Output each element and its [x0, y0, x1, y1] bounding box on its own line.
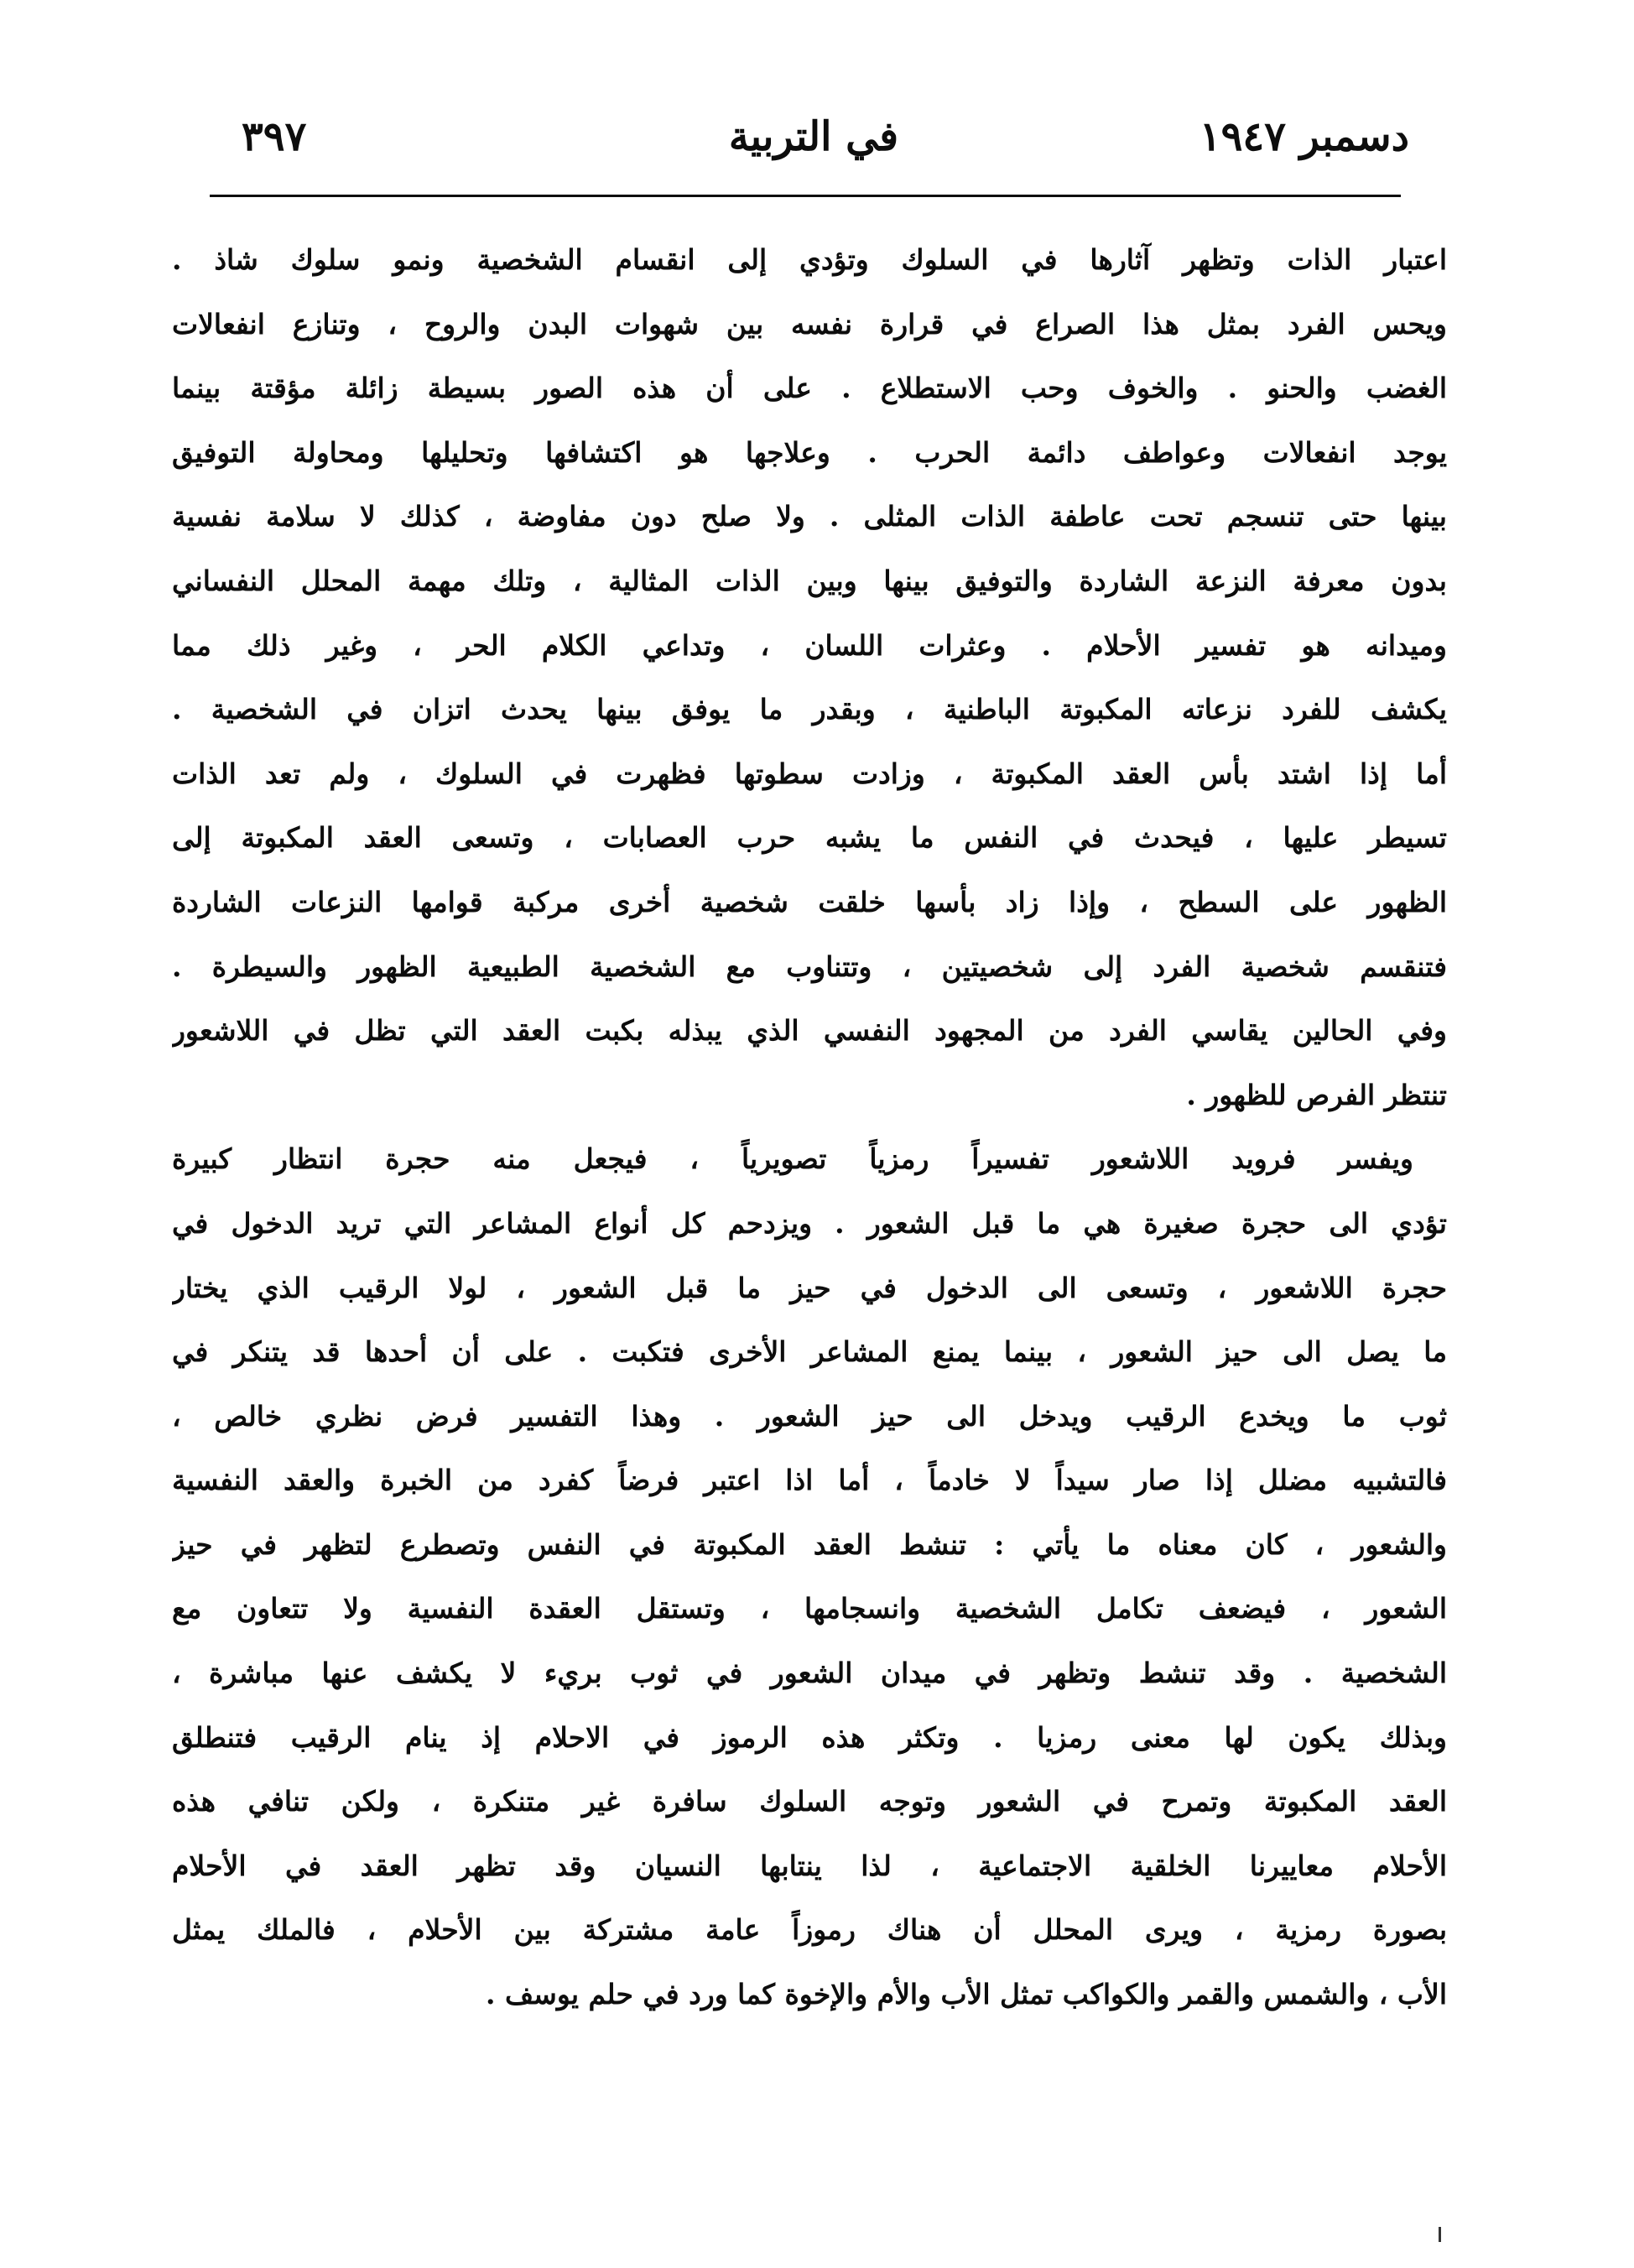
- text-line: يكشف للفرد نزعاته المكبوتة الباطنية ، وبقدر ما يوفق بينها يحدث اتزان في الشخصية .: [172, 693, 1447, 726]
- text-line: أما إذا اشتد بأس العقد المكبوتة ، وزادت سطوتها فظهرت في السلوك ، ولم تعد الذات: [172, 757, 1447, 790]
- text-line: وفي الحالين يقاسي الفرد من المجهود النفسي الذي يبذله بكبت العقد التي تظل في اللاشعور: [172, 1014, 1447, 1048]
- text-line: بصورة رمزية ، ويرى المحلل أن هناك رموزاً عامة مشتركة بين الأحلام ، فالملك يمثل: [172, 1913, 1447, 1947]
- text-line: وبذلك يكون لها معنى رمزيا . وتكثر هذه الرموز في الاحلام إذ ينام الرقيب فتنطلق: [172, 1720, 1447, 1754]
- text-line: بدون معرفة النزعة الشاردة والتوفيق بينها وبين الذات المثالية ، وتلك مهمة المحلل النفساني: [172, 564, 1447, 597]
- page-number: ٣٩٧: [242, 113, 307, 160]
- paragraph-start-line: ويفسر فرويد اللاشعور تفسيراً رمزياً تصويرياً ، فيجعل منه حجرة انتظار كبيرة: [172, 1142, 1413, 1176]
- text-line: الأحلام معاييرنا الخلقية الاجتماعية ، لذا ينتابها النسيان وقد تظهر العقد في الأحلام: [172, 1849, 1447, 1882]
- paragraph-end-line: الأب ، والشمس والقمر والكواكب تمثل الأب والأم والإخوة كما ورد في حلم يوسف .: [486, 1978, 1447, 2011]
- text-line: يوجد انفعالات وعواطف دائمة الحرب . وعلاجها هو اكتشافها وتحليلها ومحاولة التوفيق: [172, 435, 1447, 469]
- article-body: [172, 228, 1447, 2027]
- text-line: الشخصية . وقد تنشط وتظهر في ميدان الشعور في ثوب بريء لا يكشف عنها مباشرة ،: [172, 1657, 1447, 1690]
- text-line: حجرة اللاشعور ، وتسعى الى الدخول في حيز ما قبل الشعور ، لولا الرقيب الذي يختار: [172, 1271, 1447, 1304]
- text-line: اعتبار الذات وتظهر آثارها في السلوك وتؤدي إلى انقسام الشخصية ونمو سلوك شاذ .: [172, 243, 1447, 276]
- text-line: الغضب والحنو . والخوف وحب الاستطلاع . على أن هذه الصور بسيطة زائلة مؤقتة بينما: [172, 372, 1447, 405]
- paragraph-end-line: تنتظر الفرص للظهور .: [1186, 1078, 1447, 1111]
- text-line: والشعور ، كان معناه ما يأتي : تنشط العقد المكبوتة في النفس وتصطرع لتظهر في حيز: [172, 1527, 1447, 1561]
- text-line: بينها حتى تنسجم تحت عاطفة الذات المثلى . ولا صلح دون مفاوضة ، كذلك لا سلامة نفسية: [172, 500, 1447, 533]
- text-line: الشعور ، فيضعف تكامل الشخصية وانسجامها ، وتستقل العقدة النفسية ولا تتعاون مع: [172, 1592, 1447, 1626]
- text-line: وميدانه هو تفسير الأحلام . وعثرات اللسان ، وتداعي الكلام الحر ، وغير ذلك مما: [172, 628, 1447, 662]
- text-line: ثوب ما ويخدع الرقيب ويدخل الى حيز الشعور . وهذا التفسير فرض نظري خالص ،: [172, 1399, 1447, 1433]
- header-rule: [210, 195, 1401, 197]
- running-header: [218, 107, 1409, 166]
- text-line: ما يصل الى حيز الشعور ، بينما يمنع المشاعر الأخرى فتكبت . على أن أحدها قد يتنكر في: [172, 1335, 1447, 1369]
- text-line: تسيطر عليها ، فيحدث في النفس ما يشبه حرب العصابات ، وتسعى العقد المكبوتة إلى: [172, 821, 1447, 855]
- text-line: ويحس الفرد بمثل هذا الصراع في قرارة نفسه بين شهوات البدن والروح ، وتنازع انفعالات: [172, 307, 1447, 341]
- text-line: فالتشبيه مضلل إذا صار سيداً لا خادماً ، أما اذا اعتبر فرضاً كفرد من الخبرة والعقد النفسية: [172, 1464, 1447, 1497]
- issue-date: دسمبر ١٩٤٧: [1199, 113, 1409, 160]
- text-line: الظهور على السطح ، وإذا زاد بأسها خلقت شخصية أخرى مركبة قوامها النزعات الشاردة: [172, 885, 1447, 918]
- text-line: فتنقسم شخصية الفرد إلى شخصيتين ، وتتناوب مع الشخصية الطبيعية الظهور والسيطرة .: [172, 949, 1447, 983]
- text-line: العقد المكبوتة وتمرح في الشعور وتوجه السلوك سافرة غير متنكرة ، ولكن تنافي هذه: [172, 1785, 1447, 1818]
- running-title: في التربية: [728, 113, 899, 160]
- text-line: تؤدي الى حجرة صغيرة هي ما قبل الشعور . ويزدحم كل أنواع المشاعر التي تريد الدخول في: [172, 1206, 1447, 1240]
- margin-mark: [1439, 2227, 1441, 2242]
